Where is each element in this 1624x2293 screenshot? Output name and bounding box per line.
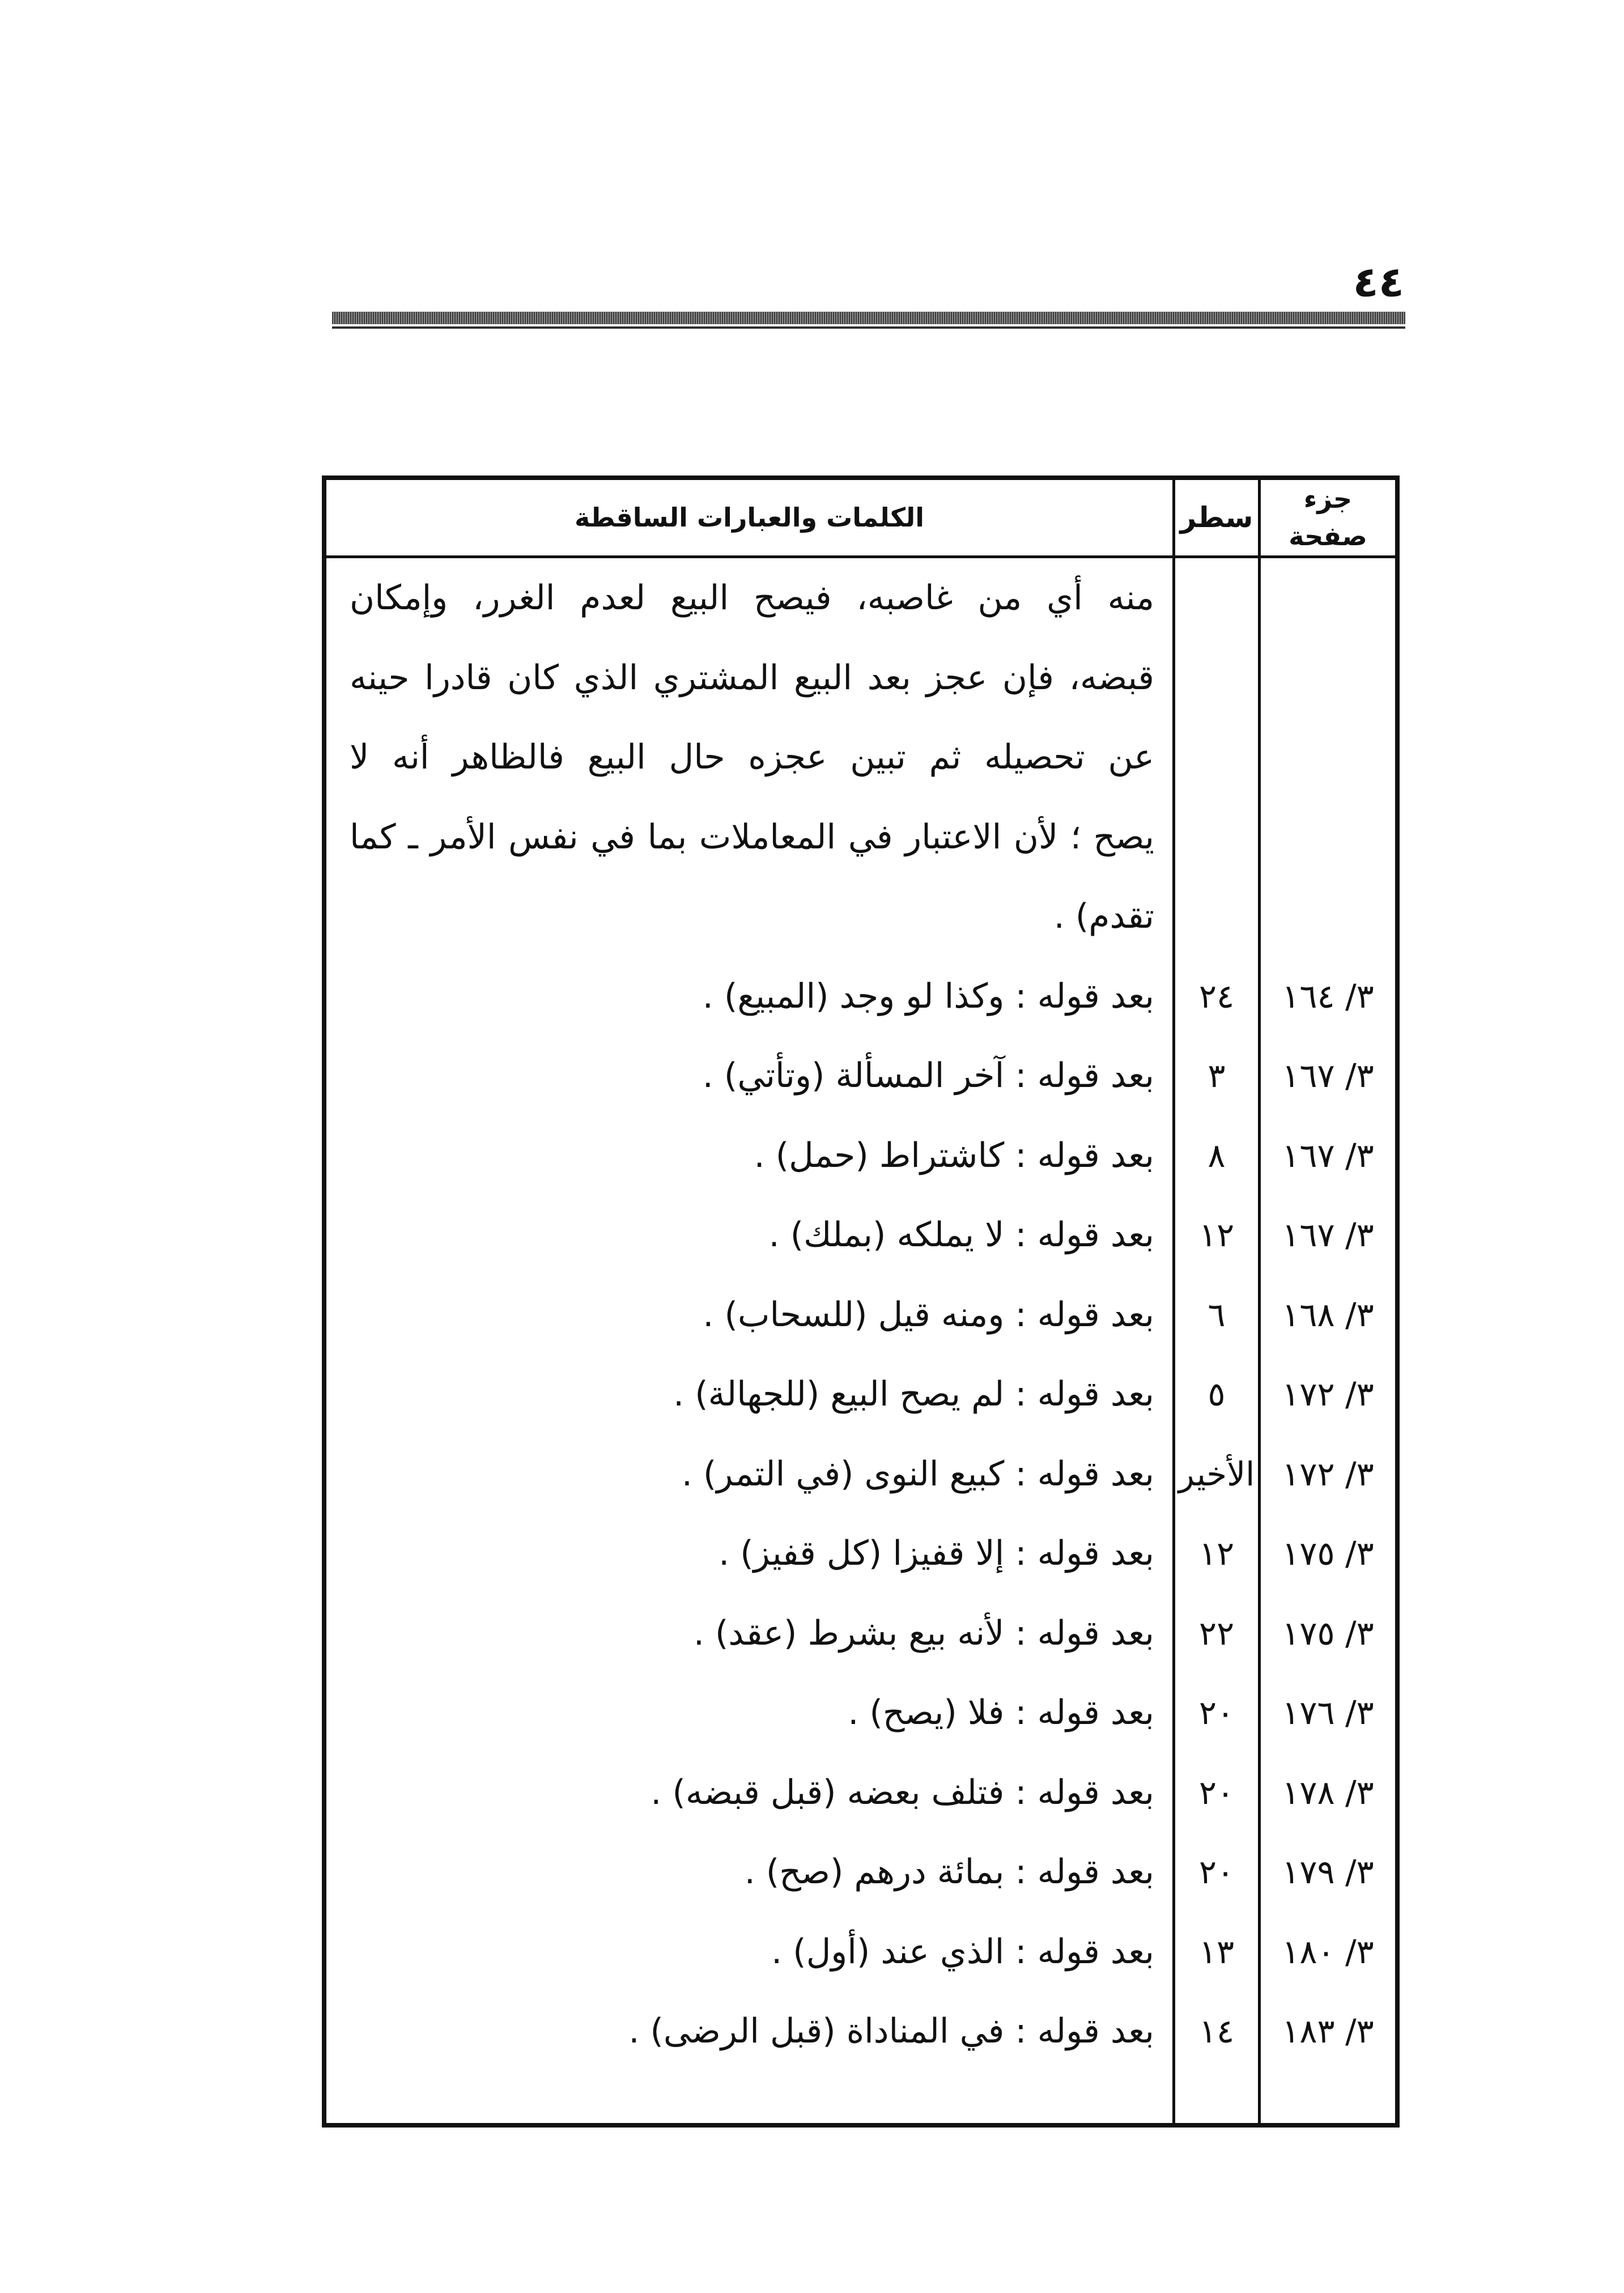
part-page-cell: ٣/ ١٦٧ [1282, 1136, 1374, 1175]
table-row [326, 1991, 1395, 2071]
part-page-cell: ٣/ ١٦٨ [1282, 1295, 1374, 1334]
part-page-cell: ٣/ ١٦٧ [1282, 1056, 1374, 1095]
continuation-row [326, 717, 1395, 797]
line-number-cell: ٣ [1208, 1056, 1226, 1095]
part-page-cell: ٣/ ١٧٩ [1282, 1853, 1374, 1891]
missing-text-cell: بعد قوله : ومنه قيل (للسحاب) . [703, 1294, 1154, 1335]
header-missing-words-label: الكلمات والعبارات الساقطة [574, 502, 924, 533]
missing-text-cell: بعد قوله : لا يملكه (بملك) . [768, 1215, 1154, 1255]
continuation-line: يصح ؛ لأن الاعتبار في المعاملات بما في نفس الأمر ـ كما [350, 817, 1154, 857]
continuation-line: تقدم) . [1053, 897, 1154, 936]
line-number-cell: ٢٤ [1198, 976, 1235, 1016]
header-line-label: سطر [1180, 501, 1253, 534]
table-row [326, 1275, 1395, 1355]
part-page-cell: ٣/ ١٦٤ [1282, 976, 1374, 1016]
table-row [326, 1673, 1395, 1753]
missing-text-cell: بعد قوله : فتلف بعضه (قبل قبضه) . [651, 1772, 1154, 1812]
part-page-cell: ٣/ ١٧٦ [1282, 1693, 1374, 1732]
missing-text-cell: بعد قوله : وكذا لو وجد (المبيع) . [702, 976, 1154, 1016]
table-row [326, 1912, 1395, 1992]
line-number-cell: ٥ [1208, 1375, 1226, 1413]
missing-text-cell: بعد قوله : إلا قفيزا (كل قفيز) . [719, 1534, 1154, 1573]
header-page-label: صفحة [1289, 521, 1367, 551]
missing-text-cell: بعد قوله : آخر المسألة (وتأتي) . [702, 1056, 1154, 1095]
missing-text-cell: بعد قوله : بمائة درهم (صح) . [744, 1852, 1154, 1892]
header-rule [332, 312, 1405, 324]
line-number-cell: ٢٠ [1198, 1853, 1235, 1891]
header-part-page-cell [1261, 480, 1395, 555]
line-number-cell: ٦ [1208, 1295, 1226, 1334]
header-part-label: جزء [1303, 483, 1353, 514]
part-page-cell: ٣/ ١٧٢ [1282, 1375, 1374, 1413]
table-row [326, 957, 1395, 1037]
continuation-row [326, 638, 1395, 718]
missing-text-cell: بعد قوله : فلا (يصح) . [848, 1693, 1154, 1733]
missing-text-cell: بعد قوله : لأنه بيع بشرط (عقد) . [693, 1613, 1154, 1653]
line-number-cell: ١٤ [1198, 2012, 1235, 2050]
continuation-line: منه أي من غاصبه، فيصح البيع لعدم الغرر، وإمكان [350, 578, 1154, 618]
table-row [326, 1116, 1395, 1196]
line-number-cell: ٨ [1208, 1136, 1226, 1175]
missing-text-cell: بعد قوله : في المناداة (قبل الرضى) . [628, 2011, 1154, 2051]
table-row [326, 1832, 1395, 1912]
continuation-row [326, 797, 1395, 877]
line-number-cell: ١٢ [1198, 1216, 1235, 1254]
missing-text-cell: بعد قوله : لم يصح البيع (للجهالة) . [673, 1374, 1154, 1414]
table-body [326, 558, 1395, 2071]
missing-text-cell: بعد قوله : كبيع النوى (في التمر) . [681, 1454, 1154, 1494]
table-row [326, 1434, 1395, 1514]
table-row [326, 1514, 1395, 1594]
part-page-cell: ٣/ ١٧٥ [1282, 1613, 1374, 1653]
line-number-cell: ٢٠ [1198, 1773, 1235, 1812]
continuation-row [326, 877, 1395, 957]
missing-words-table [322, 475, 1400, 2128]
table-row [326, 1195, 1395, 1275]
line-number-cell: الأخير [1178, 1454, 1255, 1493]
table-row [326, 1036, 1395, 1116]
table-row [326, 1594, 1395, 1674]
continuation-row [326, 558, 1395, 638]
part-page-cell: ٣/ ١٧٥ [1282, 1534, 1374, 1573]
part-page-cell: ٣/ ١٧٨ [1282, 1773, 1374, 1812]
page-number: ٤٤ [1353, 258, 1404, 307]
continuation-line: قبضه، فإن عجز بعد البيع المشتري الذي كان قادرا حينه [350, 657, 1154, 698]
line-number-cell: ١٣ [1198, 1932, 1235, 1971]
continuation-line: عن تحصيله ثم تبين عجزه حال البيع فالظاهر أنه لا [350, 737, 1154, 777]
missing-text-cell: بعد قوله : الذي عند (أول) . [771, 1931, 1154, 1972]
part-page-cell: ٣/ ١٧٢ [1282, 1454, 1374, 1493]
table-row [326, 1753, 1395, 1833]
line-number-cell: ٢٢ [1198, 1613, 1235, 1653]
line-number-cell: ٢٠ [1198, 1693, 1235, 1732]
header-rule-underline [332, 326, 1405, 329]
part-page-cell: ٣/ ١٨٠ [1282, 1932, 1374, 1971]
line-number-cell: ١٢ [1198, 1534, 1235, 1573]
part-page-cell: ٣/ ١٦٧ [1282, 1216, 1374, 1254]
part-page-cell: ٣/ ١٨٣ [1282, 2012, 1374, 2050]
table-row [326, 1354, 1395, 1434]
missing-text-cell: بعد قوله : كاشتراط (حمل) . [754, 1135, 1154, 1175]
